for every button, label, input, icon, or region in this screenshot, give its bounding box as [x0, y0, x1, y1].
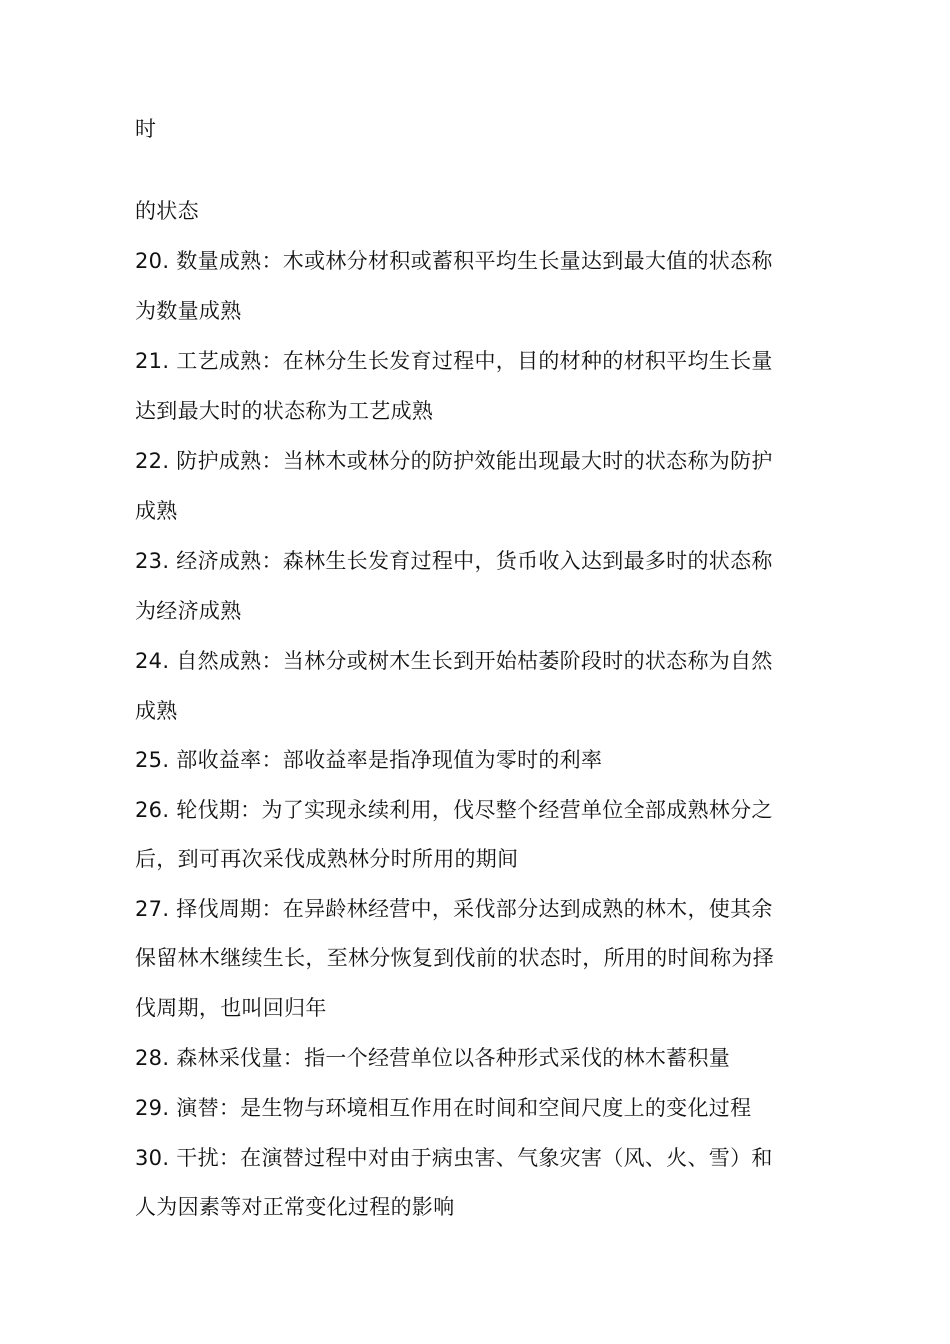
- text-line: 后，到可再次采伐成熟林分时所用的期间: [135, 847, 519, 871]
- text-line: 成熟: [135, 699, 178, 723]
- text-line: 人为因素等对正常变化过程的影响: [135, 1195, 455, 1219]
- text-line: 成熟: [135, 499, 178, 523]
- text-line: 20. 数量成熟：木或林分材积或蓄积平均生长量达到最大值的状态称: [135, 249, 773, 273]
- text-line: 27. 择伐周期：在异龄林经营中，采伐部分达到成熟的林木，使其余: [135, 897, 773, 921]
- text-line: 为数量成熟: [135, 299, 242, 323]
- text-line: 时: [135, 117, 157, 141]
- text-line: 为经济成熟: [135, 599, 242, 623]
- text-line: 伐周期，也叫回归年: [135, 996, 327, 1020]
- text-line: 24. 自然成熟：当林分或树木生长到开始枯萎阶段时的状态称为自然: [135, 649, 773, 673]
- text-line: 21. 工艺成熟：在林分生长发育过程中，目的材种的材积平均生长量: [135, 349, 773, 373]
- text-line: 23. 经济成熟：森林生长发育过程中，货币收入达到最多时的状态称: [135, 549, 773, 573]
- text-line: 30. 干扰：在演替过程中对由于病虫害、气象灾害（风、火、雪）和: [135, 1146, 773, 1170]
- text-line: 25. 部收益率：部收益率是指净现值为零时的利率: [135, 748, 603, 772]
- text-line: 28. 森林采伐量：指一个经营单位以各种形式采伐的林木蓄积量: [135, 1046, 731, 1070]
- text-line: 29. 演替：是生物与环境相互作用在时间和空间尺度上的变化过程: [135, 1096, 752, 1120]
- text-line: 26. 轮伐期：为了实现永续利用，伐尽整个经营单位全部成熟林分之: [135, 798, 773, 822]
- text-line: 达到最大时的状态称为工艺成熟: [135, 399, 434, 423]
- text-line: 保留林木继续生长，至林分恢复到伐前的状态时，所用的时间称为择: [135, 946, 774, 970]
- text-line: 的状态: [135, 199, 199, 223]
- text-line: 22. 防护成熟：当林木或林分的防护效能出现最大时的状态称为防护: [135, 449, 773, 473]
